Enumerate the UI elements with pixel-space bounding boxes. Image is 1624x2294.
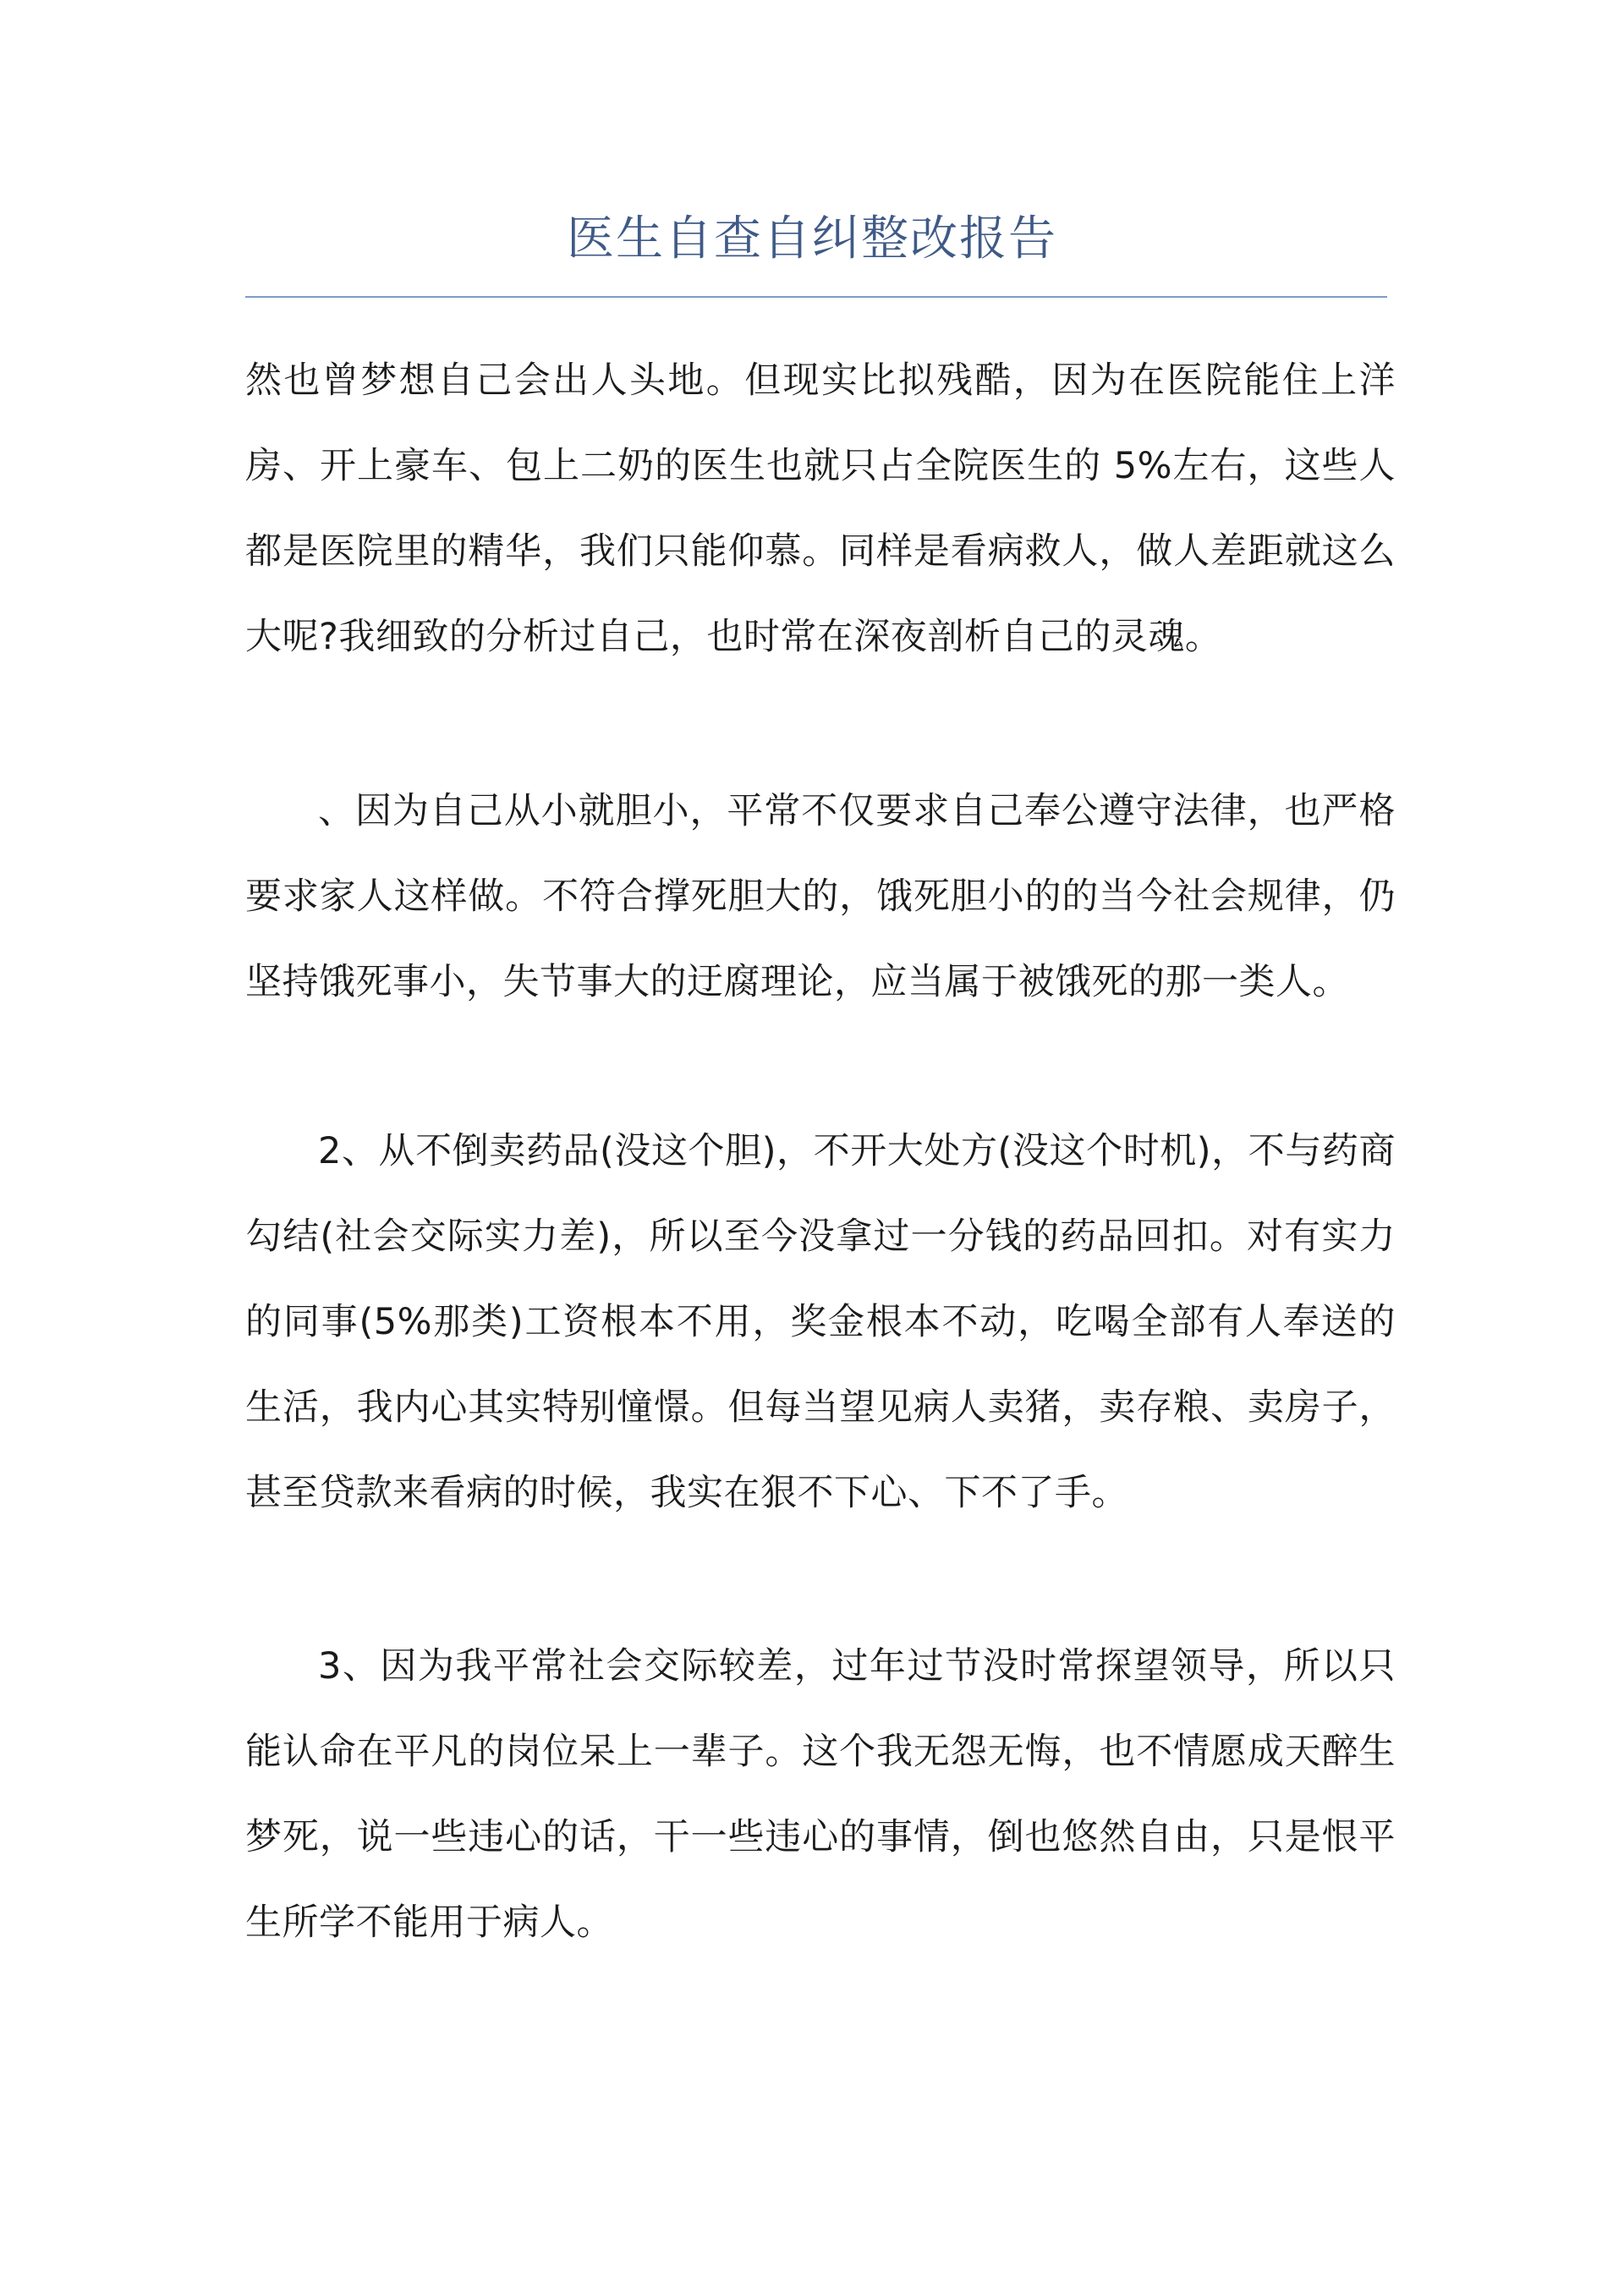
paragraph-3: 2、从不倒卖药品(没这个胆)，不开大处方(没这个时机)，不与药商勾结(社会交际实力差)，所以至今没拿过一分钱的药品回扣。对有实力的同事(5%那类)工资根本不用，奖金根本不动，吃喝全部有人奉送的生活，我内心其实特别憧憬。但每当望见病人卖猪，卖存粮、卖房子，甚至贷款来看病的时候，我实在狠不下心、下不了手。 [245, 1130, 1396, 1514]
paragraph-4: 3、因为我平常社会交际较差，过年过节没时常探望领导，所以只能认命在平凡的岗位呆上一辈子。这个我无怨无悔，也不情愿成天醉生梦死，说一些违心的话，干一些违心的事情，倒也悠然自由，只是恨平生所学不能用于病人。 [245, 1645, 1396, 1944]
paragraph-2: 、因为自己从小就胆小，平常不仅要求自己奉公遵守法律，也严格要求家人这样做。不符合撑死胆大的，饿死胆小的的当今社会规律，仍坚持饿死事小，失节事大的迂腐理论，应当属于被饿死的那一类人。 [245, 790, 1396, 1003]
document-title: 医生自查自纠整改报告 [567, 211, 1057, 266]
paragraph-1: 然也曾梦想自己会出人头地。但现实比拟残酷，因为在医院能住上洋房、开上豪车、包上二奶的医生也就只占全院医生的 5%左右，这些人都是医院里的精华，我们只能仰慕。同样是看病救人，做人差距就这么大呢?我细致的分析过自己，也时常在深夜剖析自己的灵魂。 [245, 359, 1396, 658]
title-divider [245, 296, 1387, 298]
